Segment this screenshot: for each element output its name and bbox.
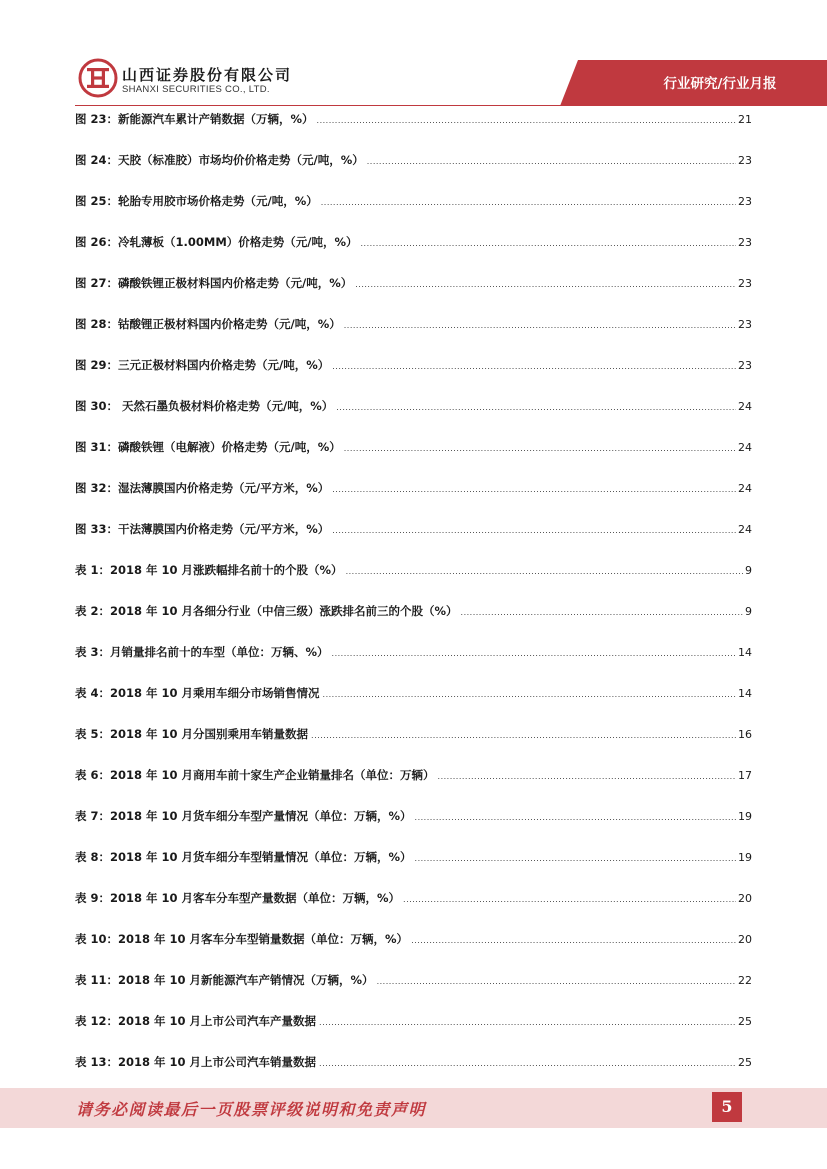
toc-item-label: 表 11：2018 年 10 月新能源汽车产销情况（万辆，%） bbox=[75, 973, 374, 987]
toc-item[interactable] bbox=[75, 683, 752, 703]
toc-item-page: 14 bbox=[738, 686, 752, 700]
toc-item[interactable] bbox=[75, 724, 752, 744]
toc-leader bbox=[332, 480, 736, 496]
toc-leader bbox=[415, 849, 736, 865]
report-type: 行业研究/行业月报 bbox=[663, 76, 777, 92]
toc-leader bbox=[332, 644, 736, 660]
toc-item-label: 表 9：2018 年 10 月客车分车型产量数据（单位：万辆，%） bbox=[75, 891, 401, 905]
toc-item-page: 16 bbox=[738, 727, 752, 741]
toc-item[interactable] bbox=[75, 1052, 752, 1072]
page-footer bbox=[0, 1088, 827, 1128]
toc-leader bbox=[321, 193, 736, 209]
toc-item-page: 24 bbox=[738, 399, 752, 413]
toc-item-label: 图 24：天胶（标准胶）市场均价价格走势（元/吨，%） bbox=[75, 153, 364, 167]
toc-item[interactable] bbox=[75, 232, 752, 252]
shanxi-securities-logo-icon bbox=[78, 58, 118, 98]
toc-item-label: 表 10：2018 年 10 月客车分车型销量数据（单位：万辆，%） bbox=[75, 932, 409, 946]
toc-item[interactable] bbox=[75, 970, 752, 990]
toc-item-page: 24 bbox=[738, 440, 752, 454]
toc-item-label: 表 8：2018 年 10 月货车细分车型销量情况（单位：万辆，%） bbox=[75, 850, 412, 864]
toc-leader bbox=[317, 111, 736, 127]
toc-item[interactable] bbox=[75, 191, 752, 211]
toc-item-page: 19 bbox=[738, 809, 752, 823]
toc-item-label: 图 25：轮胎专用胶市场价格走势（元/吨，%） bbox=[75, 194, 318, 208]
toc-leader bbox=[332, 357, 736, 373]
toc-item-page: 23 bbox=[738, 317, 752, 331]
toc-leader bbox=[361, 234, 737, 250]
toc-item-label: 图 26：冷轧薄板（1.00MM）价格走势（元/吨，%） bbox=[75, 235, 358, 249]
toc-item[interactable] bbox=[75, 150, 752, 170]
toc-item-page: 23 bbox=[738, 153, 752, 167]
toc-item[interactable] bbox=[75, 1011, 752, 1031]
toc-item[interactable] bbox=[75, 437, 752, 457]
toc-item-label: 图 23：新能源汽车累计产销数据（万辆，%） bbox=[75, 112, 314, 126]
toc-leader bbox=[377, 972, 736, 988]
toc-item-page: 24 bbox=[738, 481, 752, 495]
header-divider bbox=[75, 105, 827, 106]
toc-item[interactable] bbox=[75, 806, 752, 826]
toc-leader bbox=[438, 767, 736, 783]
toc-leader bbox=[403, 890, 736, 906]
toc-item-page: 14 bbox=[738, 645, 752, 659]
toc-item-label: 表 6：2018 年 10 月商用车前十家生产企业销量排名（单位：万辆） bbox=[75, 768, 435, 782]
toc-leader bbox=[319, 1013, 736, 1029]
toc-item-page: 24 bbox=[738, 522, 752, 536]
toc-item[interactable] bbox=[75, 888, 752, 908]
toc-item[interactable] bbox=[75, 109, 752, 129]
toc-item[interactable] bbox=[75, 847, 752, 867]
toc-item-label: 表 13：2018 年 10 月上市公司汽车销量数据 bbox=[75, 1055, 317, 1069]
toc-item[interactable] bbox=[75, 396, 752, 416]
toc-leader bbox=[311, 726, 736, 742]
toc-item-label: 图 30： 天然石墨负极材料价格走势（元/吨，%） bbox=[75, 399, 334, 413]
toc-item-page: 19 bbox=[738, 850, 752, 864]
toc-leader bbox=[415, 808, 736, 824]
toc-leader bbox=[336, 398, 736, 414]
toc-item-label: 表 3：月销量排名前十的车型（单位：万辆、%） bbox=[75, 645, 329, 659]
toc-item-page: 25 bbox=[738, 1014, 752, 1028]
toc-item-page: 20 bbox=[738, 891, 752, 905]
toc-leader bbox=[355, 275, 736, 291]
page-header bbox=[0, 0, 827, 110]
toc-leader bbox=[332, 521, 736, 537]
toc-item[interactable] bbox=[75, 642, 752, 662]
toc-item-page: 20 bbox=[738, 932, 752, 946]
toc-item-label: 图 27：磷酸铁锂正极材料国内价格走势（元/吨，%） bbox=[75, 276, 353, 290]
toc-item-page: 17 bbox=[738, 768, 752, 782]
toc-item[interactable] bbox=[75, 273, 752, 293]
toc-item-label: 图 28：钴酸锂正极材料国内价格走势（元/吨，%） bbox=[75, 317, 341, 331]
toc-item-label: 图 32：湿法薄膜国内价格走势（元/平方米，%） bbox=[75, 481, 330, 495]
toc-item[interactable] bbox=[75, 765, 752, 785]
company-name-cn: 山西证券股份有限公司 bbox=[122, 66, 293, 84]
toc-item-label: 图 33：干法薄膜国内价格走势（元/平方米，%） bbox=[75, 522, 330, 536]
toc-item-label: 表 2：2018 年 10 月各细分行业（中信三级）涨跌排名前三的个股（%） bbox=[75, 604, 458, 618]
toc-item[interactable] bbox=[75, 519, 752, 539]
toc-item-page: 23 bbox=[738, 276, 752, 290]
toc-item-label: 表 1：2018 年 10 月涨跌幅排名前十的个股（%） bbox=[75, 563, 343, 577]
toc-leader bbox=[367, 152, 736, 168]
toc-item-page: 23 bbox=[738, 358, 752, 372]
toc-item-page: 22 bbox=[738, 973, 752, 987]
toc-leader bbox=[323, 685, 736, 701]
toc-item-label: 图 31：磷酸铁锂（电解液）价格走势（元/吨，%） bbox=[75, 440, 341, 454]
page-number: 5 bbox=[721, 1097, 733, 1116]
company-name-en: SHANXI SECURITIES CO., LTD. bbox=[122, 84, 270, 95]
toc-leader bbox=[319, 1054, 736, 1070]
toc-leader bbox=[344, 316, 736, 332]
toc-leader bbox=[346, 562, 743, 578]
toc-item-label: 表 4：2018 年 10 月乘用车细分市场销售情况 bbox=[75, 686, 320, 700]
toc-item-label: 表 7：2018 年 10 月货车细分车型产量情况（单位：万辆，%） bbox=[75, 809, 412, 823]
toc-item-page: 21 bbox=[738, 112, 752, 126]
toc-item-page: 23 bbox=[738, 235, 752, 249]
toc-item-label: 图 29：三元正极材料国内价格走势（元/吨，%） bbox=[75, 358, 330, 372]
toc-leader bbox=[344, 439, 736, 455]
toc-item[interactable] bbox=[75, 601, 752, 621]
disclaimer-text: 请务必阅读最后一页股票评级说明和免责声明 bbox=[76, 1100, 427, 1119]
toc-item[interactable] bbox=[75, 314, 752, 334]
toc-item-page: 9 bbox=[745, 604, 752, 618]
page-number-badge bbox=[712, 1092, 742, 1122]
toc-item[interactable] bbox=[75, 478, 752, 498]
toc-item-label: 表 12：2018 年 10 月上市公司汽车产量数据 bbox=[75, 1014, 317, 1028]
toc-leader bbox=[411, 931, 736, 947]
toc-item-label: 表 5：2018 年 10 月分国别乘用车销量数据 bbox=[75, 727, 309, 741]
toc-item-page: 9 bbox=[745, 563, 752, 577]
toc-item-page: 25 bbox=[738, 1055, 752, 1069]
toc-item[interactable] bbox=[75, 929, 752, 949]
toc-item[interactable] bbox=[75, 355, 752, 375]
toc-item[interactable] bbox=[75, 560, 752, 580]
toc-leader bbox=[461, 603, 743, 619]
toc-item-page: 23 bbox=[738, 194, 752, 208]
